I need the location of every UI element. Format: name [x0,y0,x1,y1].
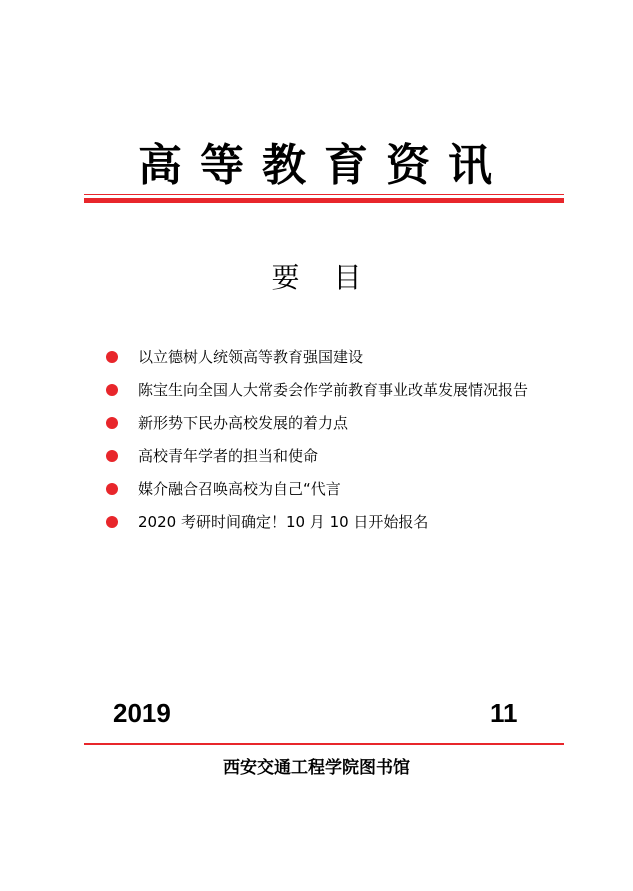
masthead-thick-rule [84,198,564,203]
red-dot-bullet-icon [106,450,118,462]
contents-heading: 要目 [271,261,396,294]
red-dot-bullet-icon [106,351,118,363]
publisher-name: 西安交通工程学院图书馆 [223,758,410,778]
masthead-thin-rule [84,194,564,195]
red-dot-bullet-icon [106,417,118,429]
toc-item[interactable] [106,373,566,406]
masthead-title: 高等教育资讯 [138,140,510,191]
toc-item-title: 陈宝生向全国人大常委会作学前教育事业改革发展情况报告 [138,380,529,399]
red-dot-bullet-icon [106,384,118,396]
toc-item-title: 媒介融合召唤高校为自己“代言 [138,479,341,498]
toc-item[interactable] [106,439,566,472]
red-dot-bullet-icon [106,516,118,528]
footer-rule [84,743,564,745]
issue-year: 2019 [113,698,171,728]
toc-item-title: 2020 考研时间确定！10 月 10 日开始报名 [138,512,429,531]
toc-item-title: 新形势下民办高校发展的着力点 [138,413,349,432]
toc-item-title: 以立德树人统领高等教育强国建设 [138,347,364,366]
toc-item[interactable] [106,472,566,505]
toc-item[interactable] [106,406,566,439]
issue-number: 11 [490,698,518,728]
red-dot-bullet-icon [106,483,118,495]
table-of-contents [106,340,566,538]
toc-item[interactable] [106,505,566,538]
toc-item[interactable] [106,340,566,373]
toc-item-title: 高校青年学者的担当和使命 [138,446,319,465]
